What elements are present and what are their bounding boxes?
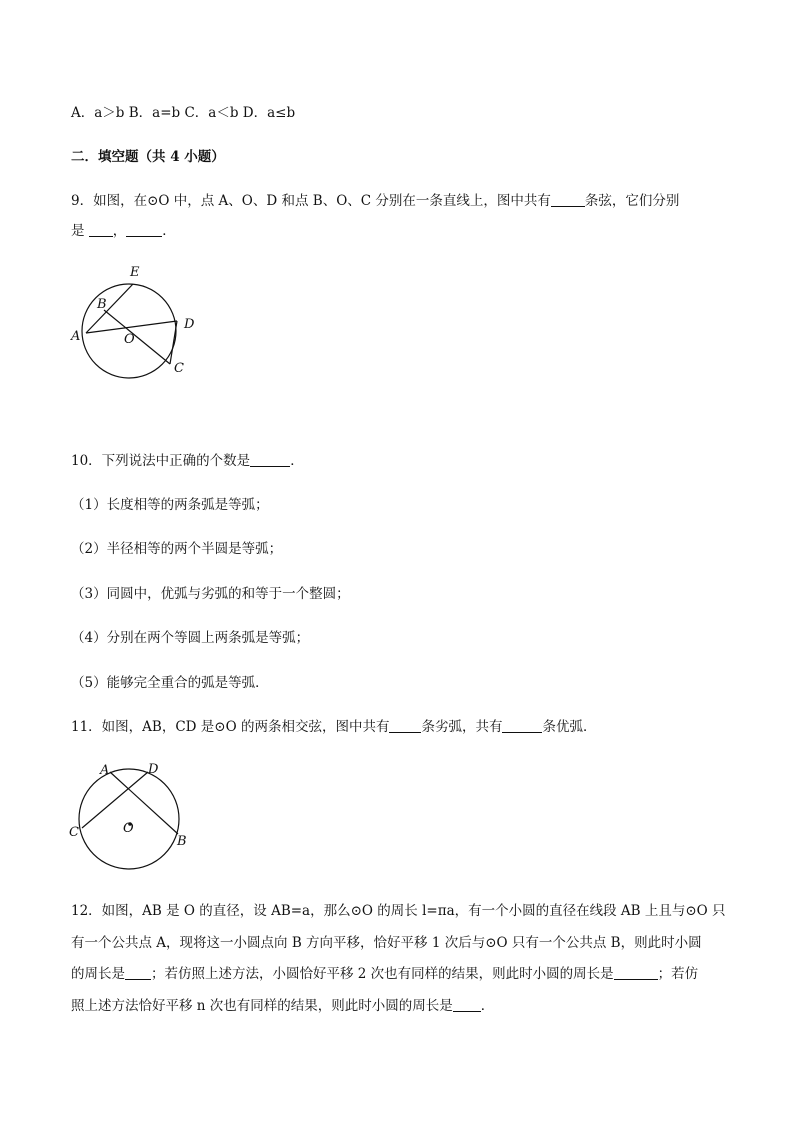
- q9-text-a: 9．如图，在⊙O 中，点 A、O、D 和点 B、O、C 分别在一条直线上，图中共有: [71, 193, 551, 209]
- q11-blank-minor: [389, 718, 421, 733]
- q9-end: ．: [162, 223, 176, 239]
- q10-stem: [71, 452, 304, 470]
- q10-item-2: （2）半径相等的两个半圆是等弧；: [71, 541, 283, 557]
- q11-chord-cd: [82, 772, 148, 828]
- q12-blank-2: [614, 965, 658, 980]
- q9-label-d: D: [184, 317, 195, 332]
- q9-text-b: 条弦，它们分别: [584, 193, 680, 209]
- q10-item-5: （5）能够完全重合的弧是等弧．: [71, 675, 269, 691]
- q12-text-d: 照上述方法恰好平移 n 次也有同样的结果，则此时小圆的周长是: [71, 998, 453, 1014]
- q10-item-3: （3）同圆中，优弧与劣弧的和等于一个整圆；: [71, 586, 350, 602]
- q9-line1: [71, 192, 679, 210]
- q12-text-c: ；若仿: [657, 966, 699, 982]
- section-title: 二．填空题（共 4 小题）: [71, 149, 225, 165]
- q9-blank-1: [89, 222, 113, 237]
- q12-end: ．: [480, 998, 495, 1014]
- q11-chord-ab: [110, 772, 178, 834]
- q11-text-c: 条优弧．: [542, 719, 597, 735]
- q12-text-a: 的周长是: [71, 966, 125, 982]
- q11-circle: [79, 769, 179, 869]
- q12-blank-1: [125, 965, 151, 980]
- q11-blank-major: [502, 718, 542, 733]
- q11-stem: [71, 718, 596, 736]
- q10-end: ．: [290, 453, 304, 469]
- q11-label-b: B: [177, 834, 187, 849]
- q11-label-d: D: [148, 762, 159, 777]
- q10-blank: [250, 452, 290, 467]
- q9-label-c: C: [174, 361, 184, 376]
- q11-circle-figure: [62, 752, 202, 877]
- q10-text: 10．下列说法中正确的个数是: [71, 453, 251, 469]
- q9-line2: [71, 222, 176, 240]
- q9-sep: ，: [112, 223, 127, 239]
- q12-line1: 12．如图，AB 是 O 的直径，设 AB=a，那么⊙O 的周长 l=πa，有一个小圆的直径在线段 AB 上且与⊙O 只: [71, 903, 726, 919]
- q9-label-o: O: [124, 332, 135, 347]
- q11-text-b: 条劣弧，共有: [421, 719, 503, 735]
- q12-line4: [71, 997, 494, 1015]
- q9-blank-2: [126, 222, 162, 237]
- q11-label-a: A: [100, 763, 110, 778]
- q9-chord-dc: [170, 321, 177, 364]
- q8-options: A．a＞b B．a=b C．a＜b D．a≤b: [71, 105, 296, 121]
- q12-line2: 有一个公共点 A，现将这一小圆点向 B 方向平移，恰好平移 1 次后与⊙O 只有一个公共点 B，则此时小圆: [71, 935, 702, 951]
- q9-label-e: E: [130, 265, 140, 280]
- q9-label-b: B: [97, 297, 107, 312]
- q9-text-c: 是: [71, 223, 89, 239]
- q9-blank-chord-count: [551, 192, 585, 207]
- q10-item-4: （4）分别在两个等圆上两条弧是等弧；: [71, 630, 310, 646]
- q11-text-a: 11．如图，AB，CD 是⊙O 的两条相交弦，图中共有: [71, 719, 390, 735]
- q9-diameter-bc: [104, 310, 170, 364]
- q11-label-c: C: [69, 825, 79, 840]
- q9-circle-figure: [60, 260, 210, 385]
- q12-blank-3: [453, 997, 481, 1012]
- q12-text-b: ；若仿照上述方法，小圆恰好平移 2 次也有同样的结果，则此时小圆的周长是: [151, 966, 614, 982]
- q10-item-1: （1）长度相等的两条弧是等弧；: [71, 497, 269, 513]
- q9-label-a: A: [71, 329, 81, 344]
- q12-line3: [71, 965, 698, 983]
- q9-chord-ae: [86, 284, 133, 333]
- q11-label-o: O: [123, 821, 134, 836]
